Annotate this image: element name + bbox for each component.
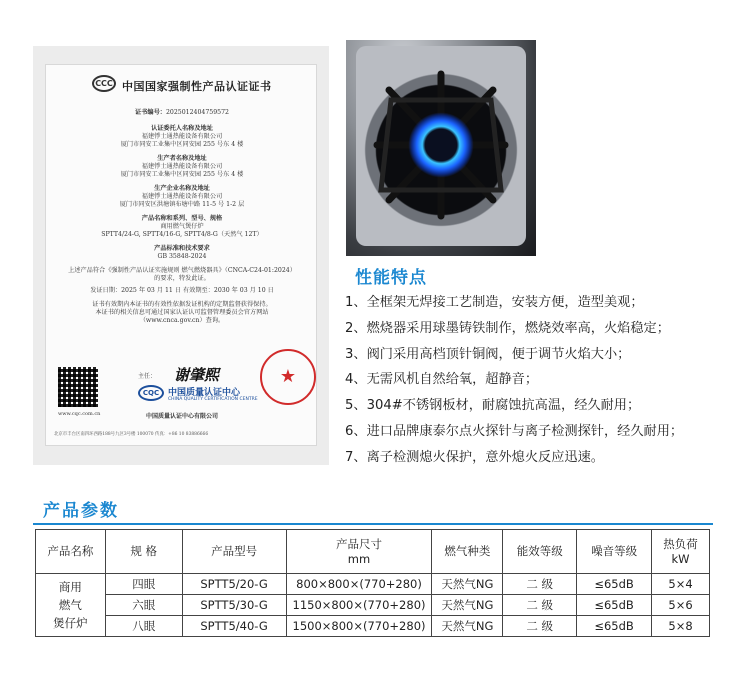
header-product-name: 产品名称 [36,530,106,574]
cell-efficiency: 二 级 [503,616,577,637]
notice-line-3: （www.cnca.gov.cn）查询。 [139,317,225,324]
header-spec: 规 格 [105,530,182,574]
blue-flame-icon [408,112,474,178]
cell-model: SPTT5/20-G [182,574,286,595]
notice-line-1: 证书有效期内本证书的有效性依据发证机构的定期监督获得保持。 [92,301,272,308]
cell-product-name [36,574,106,637]
header-gas: 燃气种类 [432,530,503,574]
red-seal-icon: ★ [260,349,316,405]
cell-efficiency: 二 级 [503,574,577,595]
cell-size: 1150×800×(770+280) [286,595,432,616]
product-name-line: 煲仔炉 [53,616,88,630]
certificate [45,64,317,446]
factory-label: 生产企业名称及地址 [154,185,210,192]
producer-address: 厦门市同安工业集中区同安园 255 号东 4 楼 [120,171,244,178]
product-models: SPTT4/24-G, SPTT4/16-G, SPTT4/8-G（天然气 12T） [101,231,263,238]
header-size [286,530,432,574]
standard-value: GB 35848-2024 [157,253,207,260]
header-heat-line1: 热负荷 [663,536,698,551]
certificate-title: 中国国家强制性产品认证证书 [122,80,272,93]
applicant-label: 认证委托人名称及地址 [151,125,213,132]
notice-line-2: 本证书的相关信息可通过国家认证认可监督管理委员会官方网站 [95,309,269,316]
feature-item: 3、阀门采用高档顶针铜阀，便于调节火焰大小； [345,346,631,362]
applicant-name: 福建悸士通热能设备有限公司 [141,133,223,140]
table-header-row [36,530,710,574]
issuing-organization: 中国质量认证中心有限公司 [145,413,218,420]
params-title: 产品参数 [43,501,119,521]
params-table [35,529,710,637]
cell-size: 800×800×(770+280) [286,574,432,595]
statement-line-2: 的要求，特发此证。 [154,275,210,282]
product-name-line: 商用 [58,580,82,594]
ccc-mark-icon: CCC [92,75,116,92]
header-noise: 噪音等级 [577,530,652,574]
cqc-logo-icon: CQC [138,385,164,401]
qr-code-icon [58,367,98,407]
feature-item: 6、进口品牌康泰尔点火探针与离子检测探针，经久耐用； [345,423,684,439]
producer-label: 生产者名称及地址 [157,155,207,162]
statement-line-1: 上述产品符合《强制性产品认证实施规则 燃气燃烧器具》（CNCA-C24-01:2024） [68,267,296,274]
features-title: 性能特点 [355,268,427,288]
cell-heat: 5×4 [652,574,710,595]
cell-spec: 八眼 [105,616,182,637]
cell-gas: 天然气NG [432,574,503,595]
product-name: 商用燃气煲仔炉 [160,223,204,230]
cert-no-label: 证书编号： [135,109,166,116]
cqc-english-name: CHINA QUALITY CERTIFICATION CENTRE [168,397,258,402]
cell-model: SPTT5/40-G [182,616,286,637]
burner-photo [346,40,536,256]
cell-spec: 四眼 [105,574,182,595]
signature-label: 主任： [138,373,157,380]
cert-no: 2025012404759572 [165,109,229,116]
cell-heat: 5×8 [652,616,710,637]
features-list [345,293,683,474]
cell-model: SPTT5/30-G [182,595,286,616]
header-size-line1: 产品尺寸 [336,536,382,551]
header-size-line2: mm [347,551,371,566]
date-line: 发证日期：2025 年 03 月 11 日 有效期至：2030 年 03 月 10 日 [90,287,274,294]
factory-address: 厦门市同安区洪塘镇布塘中路 11-5 号 1-2 层 [119,201,245,208]
header-heat-line2: kW [671,551,690,566]
certificate-footer: 北京市丰台区南四环西路188号九区3号楼 100070 传真：+86 10 83886666 [54,432,209,437]
cell-noise: ≤65dB [577,595,652,616]
cell-gas: 天然气NG [432,595,503,616]
product-name-line: 燃气 [58,598,82,612]
table-row [36,574,710,595]
cell-gas: 天然气NG [432,616,503,637]
signature: 谢肇熙 [174,366,220,384]
header-heat [652,530,710,574]
header-efficiency: 能效等级 [503,530,577,574]
table-row [36,616,710,637]
cell-spec: 六眼 [105,595,182,616]
feature-item: 2、燃烧器采用球墨铸铁制作，燃烧效率高，火焰稳定； [345,320,670,336]
feature-item: 7、离子检测熄火保护，意外熄火反应迅速。 [345,449,604,465]
header-model: 产品型号 [182,530,286,574]
qr-note: www.cqc.com.cn [58,411,101,417]
feature-item: 1、全框架无焊接工艺制造，安装方便，造型美观； [345,295,644,310]
cert-no-line [46,109,317,117]
cell-noise: ≤65dB [577,616,652,637]
cell-heat: 5×6 [652,595,710,616]
feature-item: 4、无需风机自然给氧，超静音； [345,372,539,388]
factory-name: 福建悸士通热能设备有限公司 [141,193,223,200]
params-divider [33,523,713,525]
product-label: 产品名称和系列、型号、规格 [141,215,223,222]
table-row [36,595,710,616]
standard-label: 产品标准和技术要求 [154,245,210,252]
cell-efficiency: 二 级 [503,595,577,616]
feature-item: 5、304#不锈钢板材，耐腐蚀抗高温，经久耐用； [345,398,641,414]
cqc-name: 中国质量认证中心 [168,388,241,398]
cell-size: 1500×800×(770+280) [286,616,432,637]
producer-name: 福建悸士通热能设备有限公司 [141,163,223,170]
certificate-image [33,46,329,465]
applicant-address: 厦门市同安工业集中区同安园 255 号东 4 楼 [120,141,244,148]
cell-noise: ≤65dB [577,574,652,595]
